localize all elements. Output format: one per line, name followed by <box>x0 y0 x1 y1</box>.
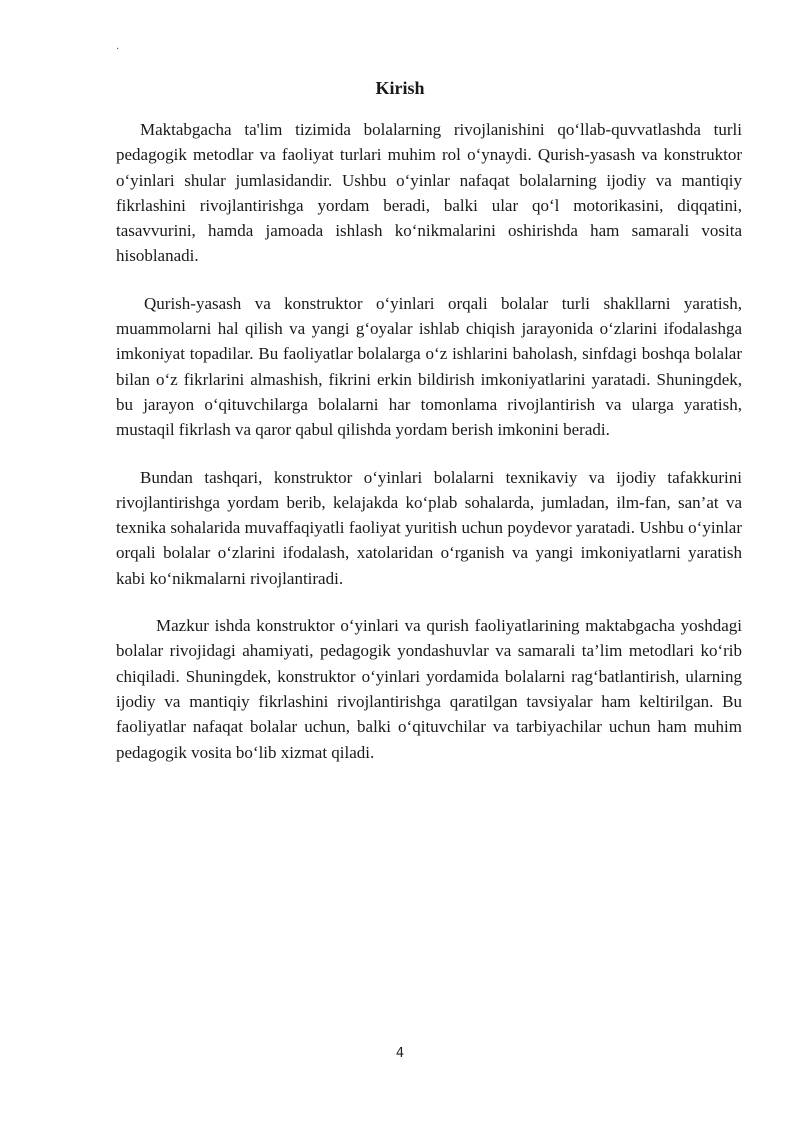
section-title: Kirish <box>375 78 425 98</box>
paragraph-4: Mazkur ishda konstruktor o‘yinlari va qurish faoliyatlarining maktabgacha yoshdagi bolalar rivojidagi ahamiyati, pedagogik yondashuvlar va samarali ta’lim metodlari ko‘rib chiqiladi. Shuningdek, konstruktor o‘yinlari yordamida bolalarni rag‘batlantirish, ularning ijodiy va mantiqiy fikrlashini rivojlantirishga qaratilgan tavsiyalar ham keltirilgan. Bu faoliyatlar nafaqat bolalar uchun, balki o‘qituvchilar va tarbiyachilar uchun ham muhim pedagogik vosita bo‘lib xizmat qiladi. <box>116 616 742 762</box>
page-number: 4 <box>395 1046 405 1061</box>
body-text <box>116 117 742 787</box>
paragraph-3: Bundan tashqari, konstruktor o‘yinlari bolalarni texnikaviy va ijodiy tafakkurini rivojlantirishga yordam berib, kelajakda ko‘plab sohalarda, jumladan, ilm-fan, san’at va texnika sohalarida muvaffaqiyatli faoliyat yuritish uchun poydevor yaratadi. Ushbu o‘yinlar orqali bolalar o‘zlarini ifodalash, xatolaridan o‘rganish va yangi imkoniyatlarni yaratish kabi ko‘nikmalarni rivojlantiradi. <box>116 467 742 588</box>
paragraph-1: Maktabgacha ta'lim tizimida bolalarning rivojlanishini qo‘llab-quvvatlashda turli pedagogik metodlar va faoliyat turlari muhim rol o‘ynaydi. Qurish-yasash va konstruktor o‘yinlari shular jumlasidandir. Ushbu o‘yinlar nafaqat bolalarning ijodiy va mantiqiy fikrlashini rivojlantirishga yordam beradi, balki ular qo‘l motorikasini, diqqatini, tasavvurini, hamda jamoada ishlash ko‘nikmalarini oshirishda ham samarali vosita hisoblanadi. <box>116 120 742 266</box>
corner-mark: · <box>116 44 120 55</box>
paragraph-2: Qurish-yasash va konstruktor o‘yinlari orqali bolalar turli shakllarni yaratish, muammolarni hal qilish va yangi g‘oyalar ishlab chiqish jarayonida o‘zlarini ifodalashga imkoniyat topadilar. Bu faoliyatlar bolalarga o‘z ishlarini baholash, sinfdagi boshqa bolalar bilan o‘z fikrlarini almashish, fikrini erkin bildirish imkoniyatlarini yaratadi. Shuningdek, bu jarayon o‘qituvchilarga bolalarni har tomonlama rivojlantirish va ularga yaratish, mustaqil fikrlash va qaror qabul qilishda yordam berish imkonini beradi. <box>116 293 742 440</box>
